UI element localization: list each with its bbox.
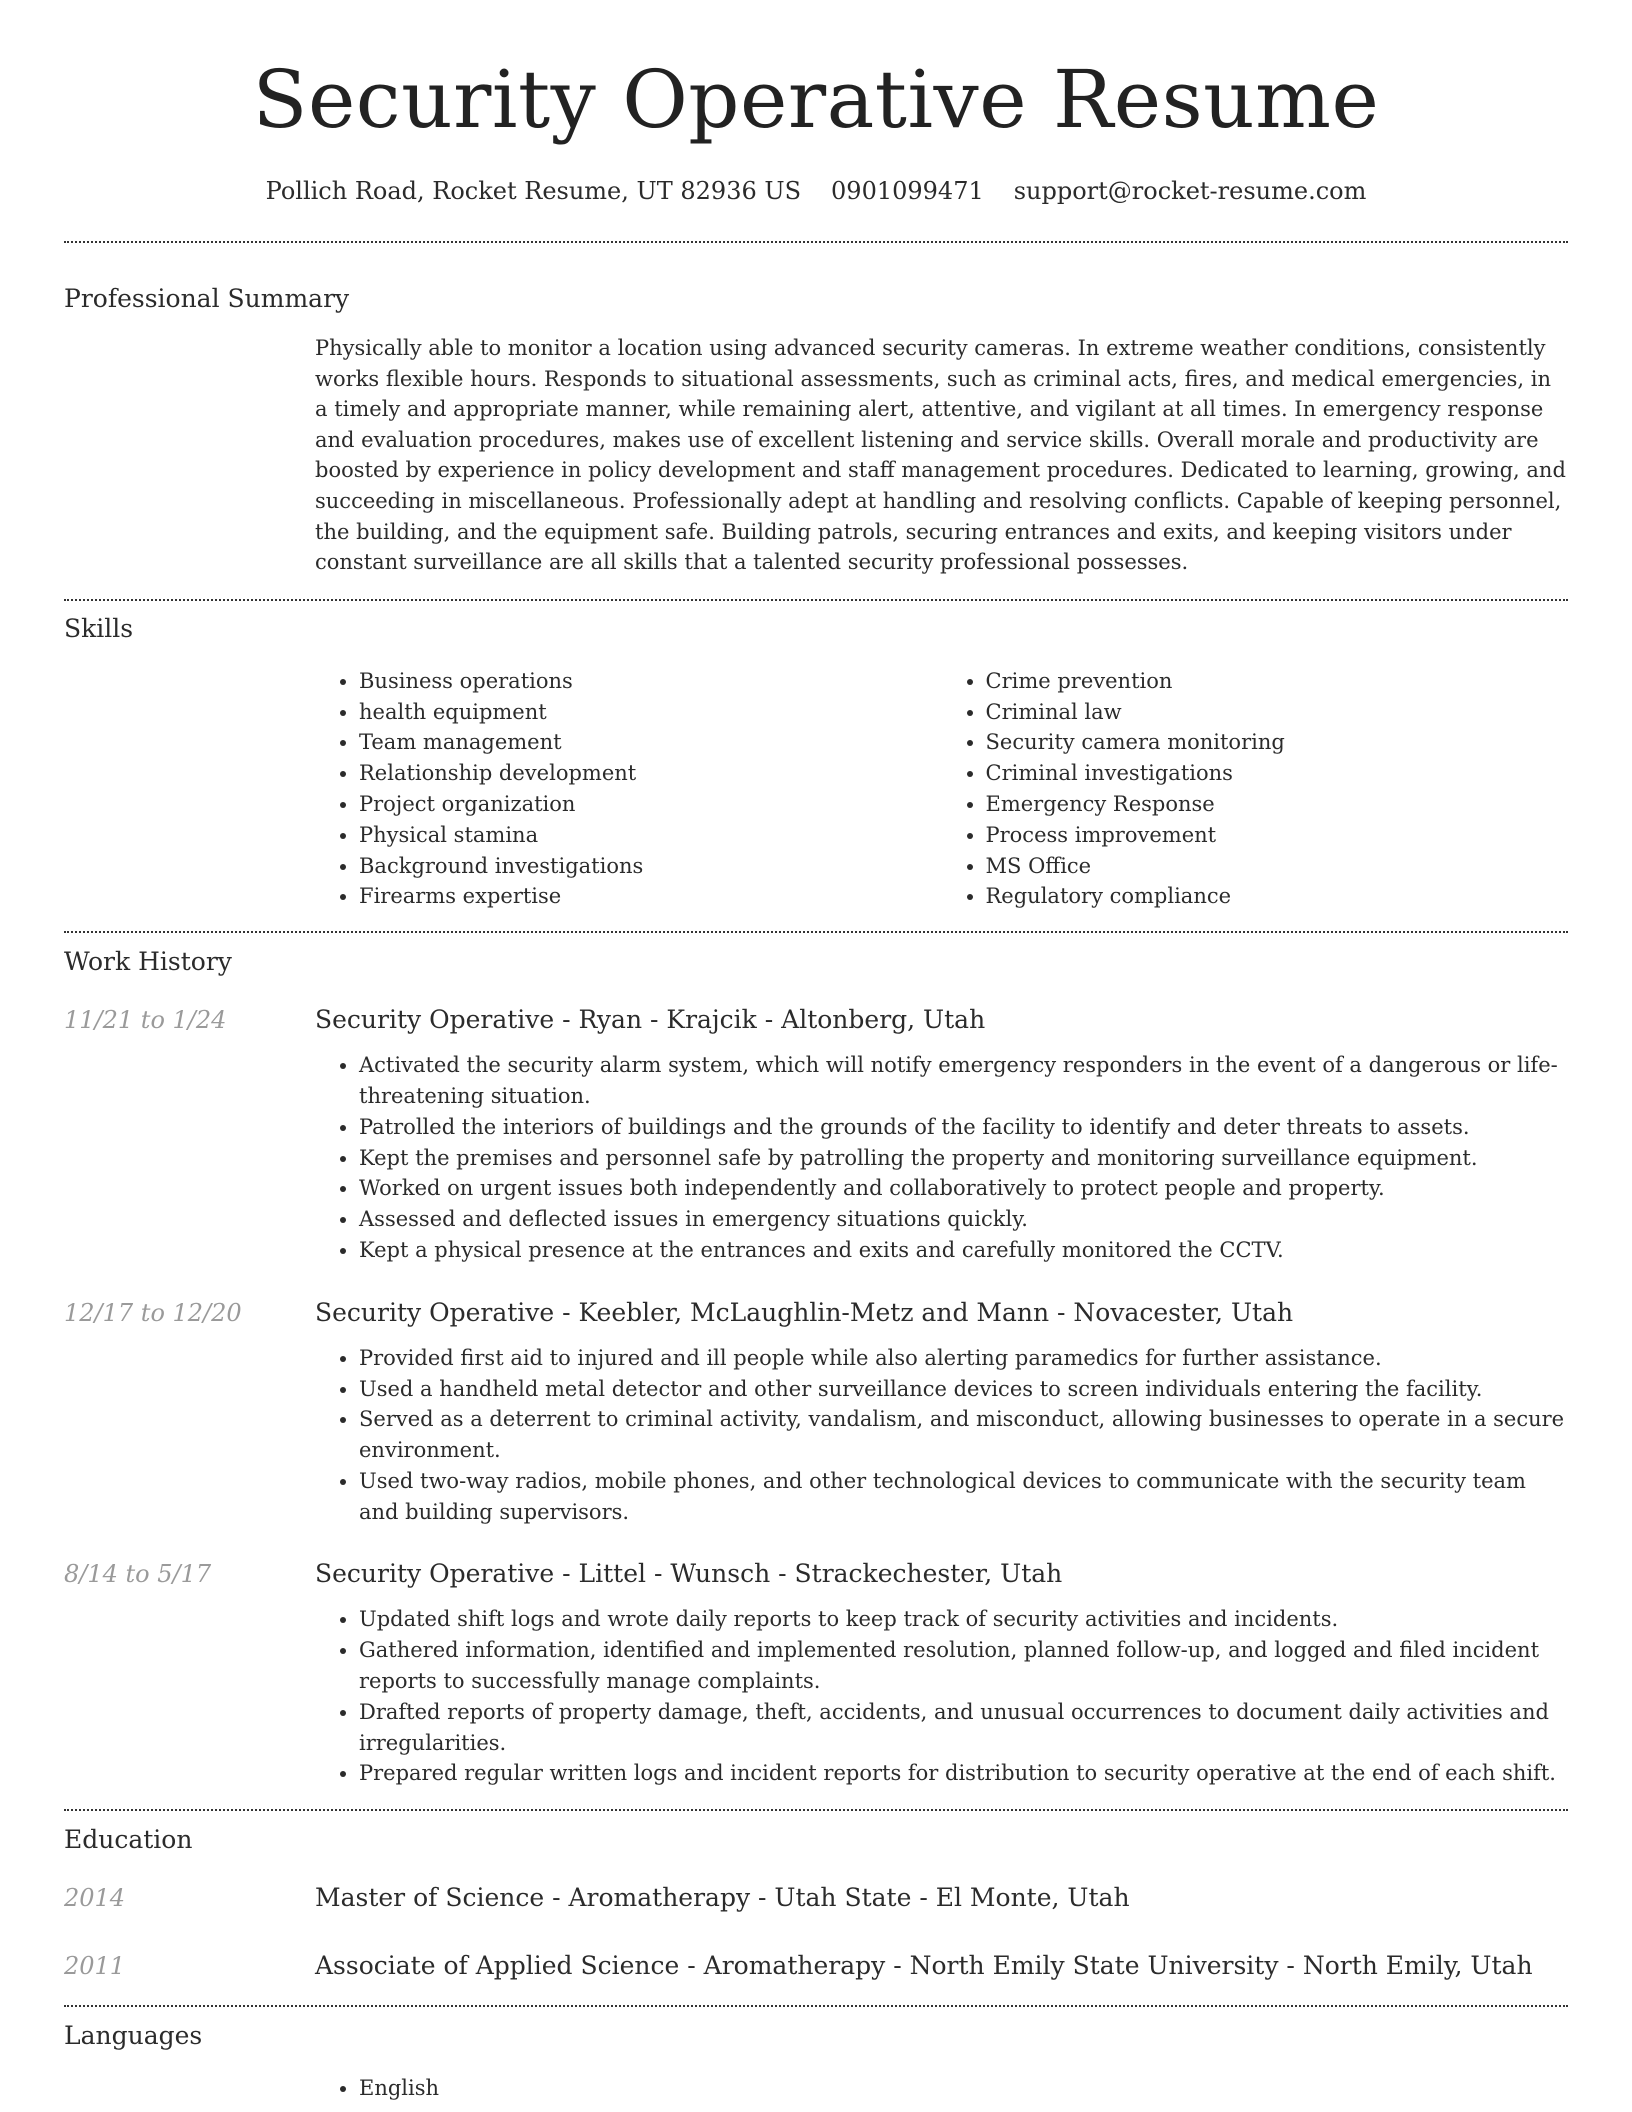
work-bullets — [315, 1343, 1568, 1528]
work-entry — [64, 1296, 1568, 1528]
skill-item: • Physical stamina — [359, 820, 942, 851]
skill-item: • Team management — [359, 727, 942, 758]
skill-item: • MS Office — [986, 851, 1569, 882]
skill-item: • Security camera monitoring — [986, 727, 1569, 758]
divider — [64, 931, 1568, 933]
work-entry — [64, 1557, 1568, 1789]
work-bullet: • Kept the premises and personnel safe by patrolling the property and monitoring surveillance equipment. — [359, 1143, 1568, 1174]
divider — [64, 1809, 1568, 1811]
skills-column-right — [942, 666, 1569, 912]
skill-item: • health equipment — [359, 697, 942, 728]
education-entry — [64, 1881, 1568, 1915]
education-year: 2011 — [64, 1952, 126, 1981]
work-bullet: • Assessed and deflected issues in emergency situations quickly. — [359, 1204, 1568, 1235]
divider — [64, 599, 1568, 601]
work-bullet: • Worked on urgent issues both independently and collaboratively to protect people and property. — [359, 1173, 1568, 1204]
divider — [64, 2005, 1568, 2007]
email-link[interactable]: support@rocket-resume.com — [1013, 177, 1367, 205]
summary-text: Physically able to monitor a location using advanced security cameras. In extreme weather conditions, consistently works flexible hours. Responds to situational assessments, such as criminal acts, fires, and medical emergencies, in a timely and appropriate manner, while remaining alert, attentive, and vigilant at all times. In emergency response and evaluation procedures, makes use of excellent listening and service skills. Overall morale and productivity are boosted by experience in policy development and staff management procedures. Dedicated to learning, growing, and succeeding in miscellaneous. Professionally adept at handling and resolving conflicts. Capable of keeping personnel, the building, and the equipment safe. Building patrols, securing entrances and exits, and keeping visitors under constant surveillance are all skills that a talented security professional possesses. — [315, 336, 1566, 575]
education-year: 2014 — [64, 1884, 126, 1913]
skill-item: • Crime prevention — [986, 666, 1569, 697]
languages-list — [315, 2073, 1568, 2104]
work-bullet: • Prepared regular written logs and incident reports for distribution to security operative at the end of each shift. — [359, 1758, 1568, 1789]
education-entry — [64, 1949, 1568, 1983]
work-bullets — [315, 1050, 1568, 1266]
skills-list — [315, 666, 1568, 912]
work-bullet: • Used a handheld metal detector and other surveillance devices to screen individuals entering the facility. — [359, 1374, 1568, 1405]
language-item: • English — [359, 2073, 1568, 2104]
divider — [64, 241, 1568, 243]
section-title-languages: Languages — [64, 2021, 203, 2051]
work-bullets — [315, 1604, 1568, 1789]
education-degree: Associate of Applied Science - Aromatherapy - North Emily State University - North Emily, Utah — [315, 1951, 1533, 1981]
section-title-summary: Professional Summary — [64, 284, 350, 313]
skill-item: • Regulatory compliance — [986, 881, 1569, 912]
skills-column-left — [315, 666, 942, 912]
work-bullet: • Kept a physical presence at the entrances and exits and carefully monitored the CCTV. — [359, 1235, 1568, 1266]
work-entry — [64, 1003, 1568, 1266]
address-text: Pollich Road, Rocket Resume, UT 82936 US — [265, 177, 802, 205]
phone-text: 0901099471 — [831, 177, 984, 205]
skill-item: • Project organization — [359, 789, 942, 820]
skill-item: • Criminal law — [986, 697, 1569, 728]
section-title-work: Work History — [64, 947, 232, 977]
skill-item: • Relationship development — [359, 758, 942, 789]
work-bullet: • Used two-way radios, mobile phones, and other technological devices to communicate with the security team and building supervisors. — [359, 1466, 1568, 1528]
work-bullet: • Activated the security alarm system, which will notify emergency responders in the event of a dangerous or life-threatening situation. — [359, 1050, 1568, 1112]
work-dates: 11/21 to 1/24 — [64, 1006, 227, 1035]
work-title: Security Operative - Ryan - Krajcik - Altonberg, Utah — [315, 1005, 986, 1035]
skill-item: • Emergency Response — [986, 789, 1569, 820]
work-bullet: • Patrolled the interiors of buildings and the grounds of the facility to identify and deter threats to assets. — [359, 1112, 1568, 1143]
section-title-education: Education — [64, 1825, 193, 1855]
skill-item: • Business operations — [359, 666, 942, 697]
work-bullet: • Provided first aid to injured and ill people while also alerting paramedics for further assistance. — [359, 1343, 1568, 1374]
skill-item: • Firearms expertise — [359, 881, 942, 912]
work-bullet: • Served as a deterrent to criminal activity, vandalism, and misconduct, allowing businesses to operate in a secure environment. — [359, 1404, 1568, 1466]
work-bullet: • Gathered information, identified and implemented resolution, planned follow-up, and logged and filed incident reports to successfully manage complaints. — [359, 1635, 1568, 1697]
section-title-skills: Skills — [64, 613, 134, 643]
resume-page — [64, 0, 1568, 2104]
skill-item: • Background investigations — [359, 851, 942, 882]
education-degree: Master of Science - Aromatherapy - Utah State - El Monte, Utah — [315, 1883, 1130, 1913]
work-bullet: • Updated shift logs and wrote daily reports to keep track of security activities and incidents. — [359, 1604, 1568, 1635]
resume-title: Security Operative Resume — [252, 53, 1380, 146]
contact-line — [64, 174, 1568, 208]
work-bullet: • Drafted reports of property damage, theft, accidents, and unusual occurrences to document daily activities and irregularities. — [359, 1697, 1568, 1759]
work-dates: 8/14 to 5/17 — [64, 1560, 212, 1589]
work-title: Security Operative - Keebler, McLaughlin-Metz and Mann - Novacester, Utah — [315, 1297, 1294, 1327]
work-title: Security Operative - Littel - Wunsch - Strackechester, Utah — [315, 1559, 1063, 1589]
skill-item: • Process improvement — [986, 820, 1569, 851]
work-dates: 12/17 to 12/20 — [64, 1298, 242, 1327]
skill-item: • Criminal investigations — [986, 758, 1569, 789]
